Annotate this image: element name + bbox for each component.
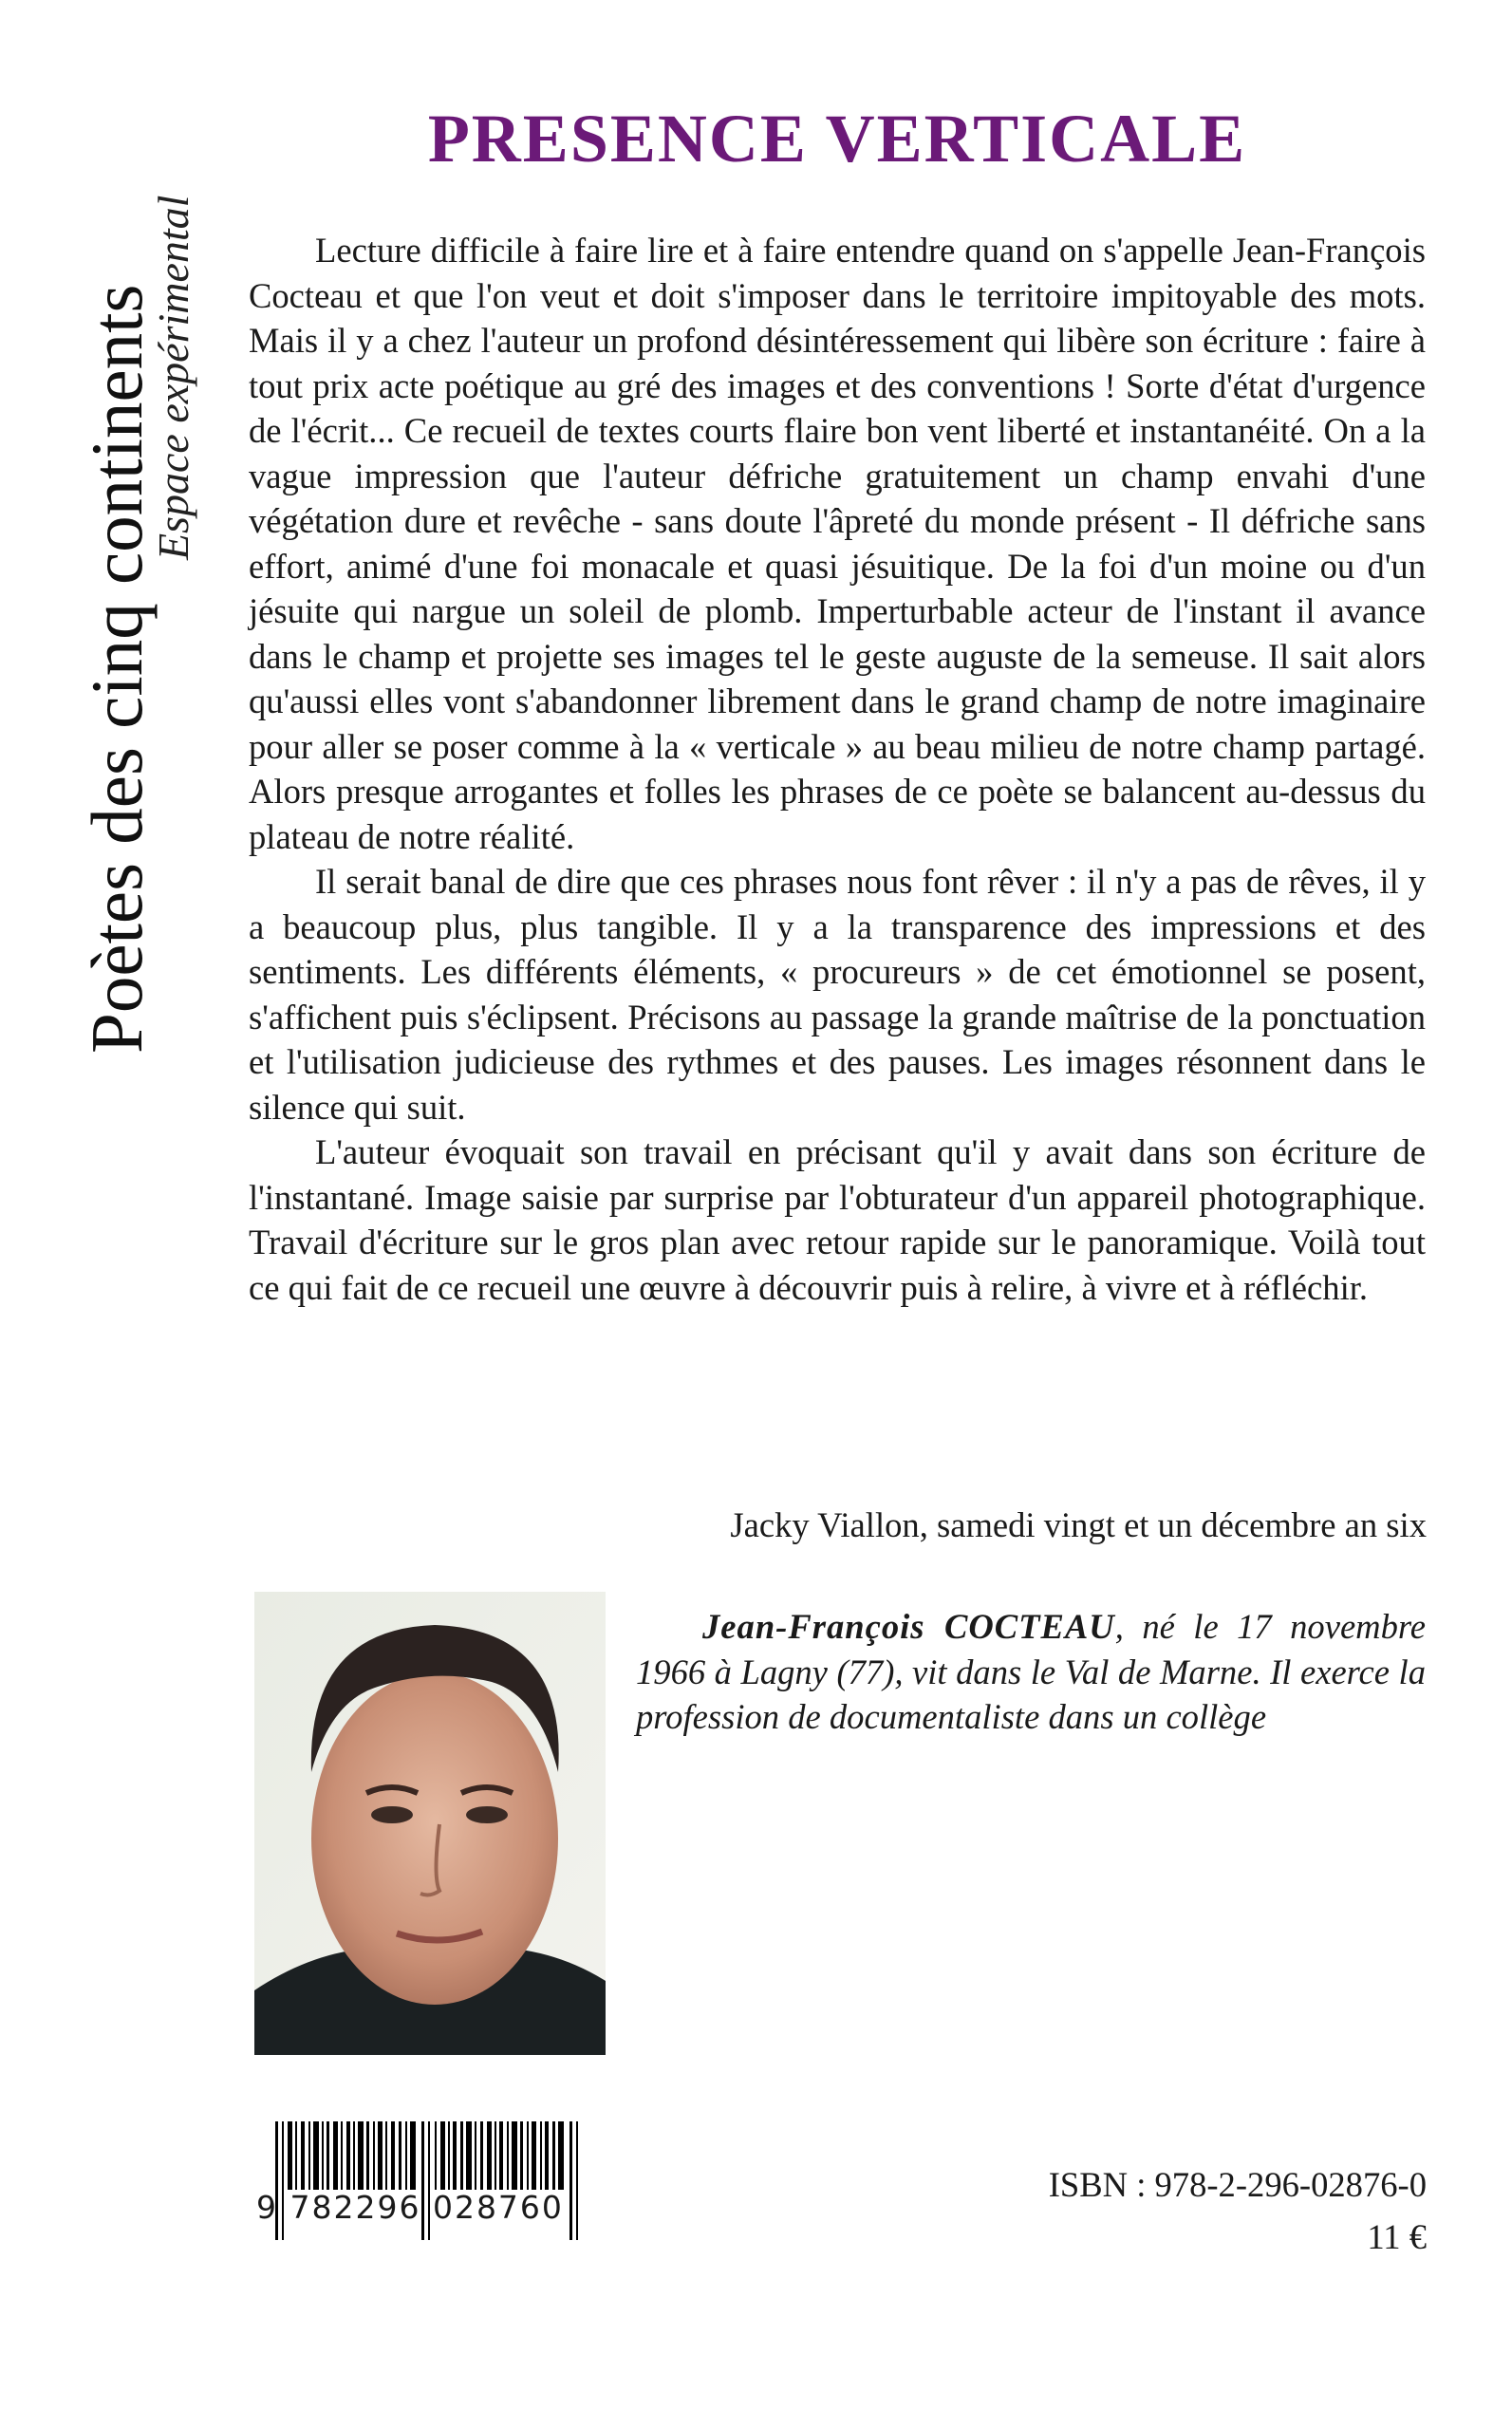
author-bio-text: , né le 17 novembre 1966 à Lagny (77), vit dans le Val de Marne. Il exerce la profession de documentaliste dans un collège <box>636 1607 1426 1736</box>
back-cover-text <box>249 228 1426 1310</box>
author-portrait-image <box>254 1592 606 2055</box>
series-spine <box>0 0 237 1073</box>
paragraph-1: Lecture difficile à faire lire et à faire entendre quand on s'appelle Jean-François Cocteau et que l'on veut et doit s'imposer dans le territoire impitoyable des mots. Mais il y a chez l'auteur un profond désintéressement qui libère son écriture : faire à tout prix acte poétique au gré des images et des conventions ! Sorte d'état d'urgence de l'écrit... Ce recueil de textes courts flaire bon vent liberté et instantanéité. On a la vague impression que l'auteur défriche gratuitement un champ envahi d'une végétation dure et revêche - sans doute l'âpreté du monde présent - Il défriche sans effort, animé d'une foi monacale et quasi jésuitique. De la foi d'un moine ou d'un jésuite qui nargue un soleil de plomb. Imperturbable acteur de l'instant il avance dans le champ et projette ses images tel le geste auguste de la semeuse. Il sait alors qu'aussi elles vont s'abandonner librement dans le grand champ de notre imaginaire pour aller se poser comme à la « verticale » au beau milieu de notre champ partagé. Alors presque arrogantes et folles les phrases de ce poète se balancent au-dessus du plateau de notre réalité. <box>249 231 1426 856</box>
author-photo <box>254 1592 606 2055</box>
author-bio <box>636 1604 1426 1740</box>
isbn: ISBN : 978-2-296-02876-0 <box>1048 2165 1427 2204</box>
series-subtitle: Espace expérimental <box>149 195 197 560</box>
barcode-digits: 9 782296 028760 <box>256 2189 564 2226</box>
paragraph-3: L'auteur évoquait son travail en précisant qu'il y avait dans son écriture de l'instantané. Image saisie par surprise par l'obturateur d'un appareil photographique. Travail d'écriture sur le gros plan avec retour rapide sur le panoramique. Voilà tout ce qui fait de ce recueil une œuvre à découvrir puis à relire, à vivre et à réfléchir. <box>249 1132 1426 1307</box>
series-title: Poètes des cinq continents <box>76 284 158 1054</box>
review-signature: Jacky Viallon, samedi vingt et un décembre an six <box>730 1505 1427 1544</box>
price: 11 € <box>1367 2217 1427 2256</box>
paragraph-2: Il serait banal de dire que ces phrases nous font rêver : il n'y a pas de rêves, il y a beaucoup plus, plus tangible. Il y a la transparence des impressions et des sentiments. Les différents éléments, « procureurs » de cet émotionnel se posent, s'affichent puis s'éclipsent. Précisons au passage la grande maîtrise de la ponctuation et l'utilisation judicieuse des rythmes et des pauses. Les images résonnent dans le silence qui suit. <box>249 862 1426 1127</box>
author-name: Jean-François COCTEAU <box>702 1607 1115 1646</box>
book-title: PRESENCE VERTICALE <box>427 101 1247 177</box>
